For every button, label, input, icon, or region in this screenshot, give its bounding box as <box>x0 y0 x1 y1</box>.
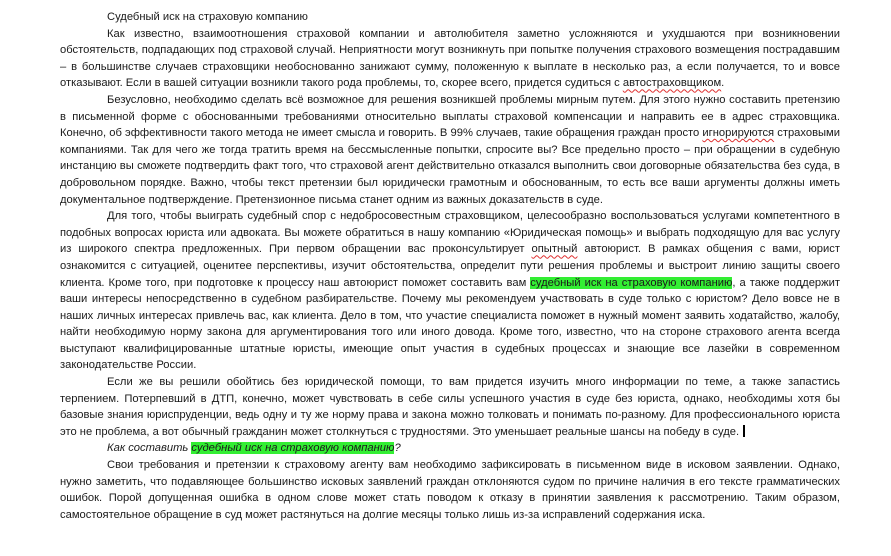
subtitle-end: ? <box>394 442 401 455</box>
paragraph-4 <box>60 374 840 440</box>
misspelled-word[interactable]: игнорируются <box>702 127 775 140</box>
subtitle-text: Как составить <box>107 442 192 455</box>
highlighted-keyword: судебный иск на страховую компанию <box>191 442 395 455</box>
paragraph-1 <box>60 26 840 92</box>
misspelled-word[interactable]: автостраховщиком <box>622 77 722 90</box>
misspelled-word[interactable]: опытный <box>531 243 578 256</box>
section-subtitle <box>60 440 840 457</box>
paragraph-5-text: Свои требования и претензии к страховому агенту вам необходимо зафиксировать в письменном виде в исковом заявлении. Однако, нужно заметить, что подавляющее большинство исковых заявлений граждан отклоняются судом по причине наличия в его тексте грамматических ошибок. Порой допущенная ошибка в одном слове может стать поводом к отказу в принятии заявления к рассмотрению. Таким образом, самостоятельное обращение в суд может растянуться на долгие месяцы только лишь из-за исправлений содержания иска. <box>60 459 840 521</box>
paragraph-3 <box>60 208 840 374</box>
paragraph-3-text-c: , а также поддержит ваши интересы непосредственно в судебном разбирательстве. Почему мы рекомендуем участвовать в суде только с юристом? Дело вовсе не в наших личных интересах привлечь вас, как клиента. Дело в том, что участие специалиста поможет в нужный момент заявить ходатайство, жалобу, найти необходимую норму закона для аргументирования того или иного довода. Кроме того, известно, что на стороне страхового агента всегда выступают квалифицированные штатные юристы, имеющие опыт участия в судебных процессах и знающие все лазейки в современном законодательстве России. <box>60 276 840 372</box>
highlighted-keyword: судебный иск на страховую компанию <box>530 276 733 289</box>
paragraph-4-text: Если же вы решили обойтись без юридической помощи, то вам придется изучить много информации по теме, а также запастись терпением. Потерпевший в ДТП, конечно, может чувствовать в себе силы успешного участия в суде без юриста, однако, необходимы хотя бы базовые знания юриспруденции, ведь одну и ту же норму права и закона можно толковать и понимать по-разному. Для профессионального юриста это не проблема, а вот обычный гражданин может столкнуться с трудностями. Это уменьшает реальные шансы на победу в суде. <box>60 376 840 438</box>
title-text: Судебный иск на страховую компанию <box>107 11 308 23</box>
paragraph-5 <box>60 457 840 523</box>
paragraph-3-text-a: Для того, чтобы выиграть судебный спор с недобросовестным страховщиком, целесообразно воспользоваться услугами компетентного в подобных вопросах юриста или адвоката. Вы можете обратиться в нашу компанию «Юридическая помощь» и выбрать подходящую для вас услугу из широкого спектра предложенных. При первом обращении вас проконсультирует <box>60 210 840 256</box>
paragraph-3-text-b: автоюрист. В рамках общения с вами, юрист ознакомится с ситуацией, оценитее перспективы, изучит обстоятельства, определит пути решения проблемы и выстроит линию защиты своего клиента. Кроме того, при подготовке к процессу наш автоюрист поможет составить вам <box>60 243 841 289</box>
document-body[interactable] <box>60 9 840 523</box>
paragraph-2-text-a: Безусловно, необходимо сделать всё возможное для решения возникшей проблемы мирным путем. Для этого нужно составить претензию в письменной форме с обоснованными требованиями относительно выплаты страховой компенсации и направить ее в адрес страховщика. Конечно, об эффективности такого метода не имеет смысла и говорить. В 99% случаев, такие обращения граждан просто <box>60 93 840 140</box>
paragraph-1-end: . <box>721 77 725 90</box>
paragraph-2-text-b: страховыми компаниями. Так для чего же тогда тратить время на бессмысленные попытки, спросите вы? Все предельно просто – при обращении в судебную инстанцию вы сможете подтвердить факт того, что страховой агент действительно отказался выполнить свои договорные обязательства без суда, в добровольном порядке. Важно, чтобы текст претензии был юридически грамотным и обоснованным, то есть все ваши аргументы должны иметь документальное подтверждение. Претензионное письма станет одним из важных доказательств в суде. <box>60 127 840 206</box>
document-title <box>60 9 840 26</box>
paragraph-1-text: Как известно, взаимоотношения страховой компании и автолюбителя заметно усложняются и ухудшаются при возникновении обстоятельств, подпадающих под страховой случай. Неприятности могут возникнуть при попытке получения страхового возмещения пострадавшим – в большинстве случаев страховщики необоснованно занижают сумму, положенную к выплате в несколько раз, а если получается, то и вовсе отказывают. Если в вашей ситуации возникли такого рода проблемы, то, скорее всего, придется судиться с <box>60 27 840 90</box>
paragraph-2 <box>60 92 840 208</box>
text-cursor <box>743 425 745 437</box>
